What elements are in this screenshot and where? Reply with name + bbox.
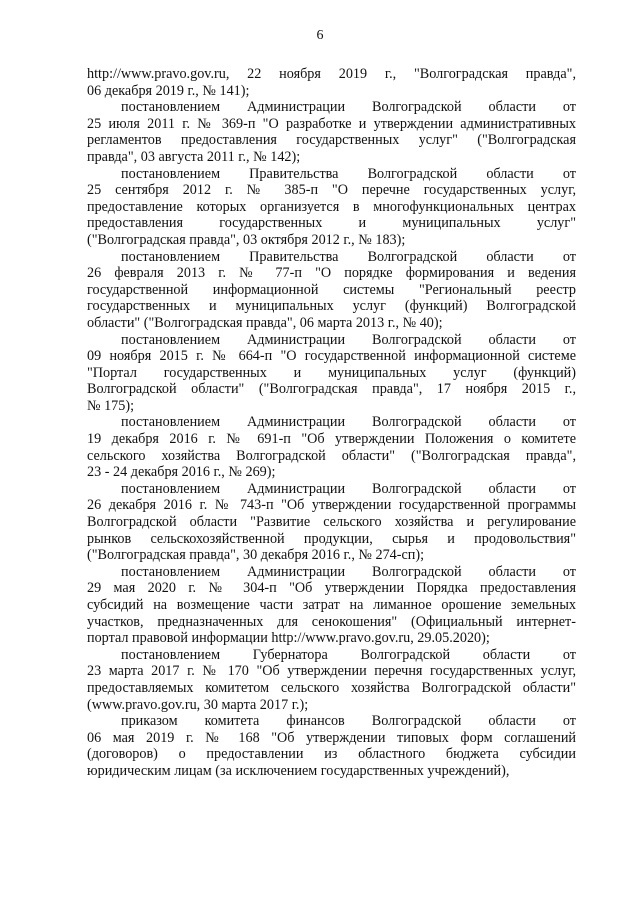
text-line: 23 - 24 декабря 2016 г., № 269); (87, 464, 276, 481)
text-line: (www.pravo.gov.ru, 30 марта 2017 г.); (87, 696, 309, 713)
text-line: № 175); (87, 397, 135, 414)
paragraph (87, 481, 576, 564)
text-line: "Портал государственных и муниципальных услуг (функций) (87, 364, 576, 381)
text-line: (договоров) о предоставлении из областного бюджета субсидии (87, 746, 576, 763)
text-line: постановлением Администрации Волгоградской области от (121, 99, 576, 116)
paragraph (87, 647, 576, 713)
text-line: Волгоградской области" ("Волгоградская правда", 17 ноября 2015 г., (87, 381, 576, 398)
text-line: государственной информационной системы "Региональный реестр (87, 281, 576, 298)
text-line: 23 марта 2017 г. № 170 "Об утверждении перечня государственных услуг, (87, 663, 576, 680)
paragraph (87, 99, 576, 165)
text-line: постановлением Администрации Волгоградской области от (121, 414, 576, 431)
paragraph (87, 713, 576, 779)
text-line: постановлением Администрации Волгоградской области от (121, 480, 576, 497)
text-line: субсидий на возмещение части затрат на лиманное орошение земельных (87, 597, 576, 613)
text-line: портал правовой информации http://www.pravo.gov.ru, 29.05.2020); (87, 630, 490, 647)
text-line: 06 декабря 2019 г., № 141); (87, 82, 250, 99)
paragraph (87, 564, 576, 647)
text-line: постановлением Правительства Волгоградской области от (121, 165, 576, 182)
text-line: 25 сентября 2012 г. № 385-п "О перечне государственных услуг, (87, 182, 576, 199)
paragraph (87, 332, 576, 415)
text-line: предоставляемых комитетом сельского хозяйства Волгоградской области" (87, 679, 576, 696)
text-line: 26 февраля 2013 г. № 77-п "О порядке формирования и ведения (87, 265, 576, 282)
text-line: юридическим лицам (за исключением государственных учреждений), (87, 762, 510, 779)
text-line: постановлением Губернатора Волгоградской области от (121, 646, 576, 663)
text-line: 09 ноября 2015 г. № 664-п "О государственной информационной системе (87, 348, 576, 365)
text-line: постановлением Правительства Волгоградской области от (121, 248, 576, 265)
text-line: 26 декабря 2016 г. № 743-п "Об утверждении государственной программы (87, 497, 576, 514)
paragraph (87, 66, 576, 99)
text-line: 29 мая 2020 г. № 304-п "Об утверждении Порядка предоставления (87, 580, 576, 597)
text-line: ("Волгоградская правда", 30 декабря 2016 г., № 274-сп); (87, 547, 425, 564)
text-line: правда", 03 августа 2011 г., № 142); (87, 148, 301, 165)
text-line: 25 июля 2011 г. № 369-п "О разработке и утверждении административных (87, 115, 576, 132)
text-line: 06 мая 2019 г. № 168 "Об утверждении типовых форм соглашений (87, 729, 576, 746)
paragraph (87, 249, 576, 332)
text-line: Волгоградской области "Развитие сельского хозяйства и регулирование (87, 514, 576, 531)
text-line: рынков сельскохозяйственной продукции, сырья и продовольствия" (87, 530, 576, 547)
text-line: области" ("Волгоградская правда", 06 марта 2013 г., № 40); (87, 314, 443, 331)
page-number: 6 (316, 28, 324, 43)
text-line: сельского хозяйства Волгоградской области" ("Волгоградская правда", (87, 447, 576, 464)
text-line: предоставления государственных и муниципальных услуг" (87, 215, 576, 232)
text-line: 19 декабря 2016 г. № 691-п "Об утверждении Положения о комитете (87, 431, 576, 448)
text-line: участков, предназначенных для сенокошения" (Официальный интернет- (87, 613, 576, 630)
paragraph (87, 166, 576, 249)
text-line: постановлением Администрации Волгоградской области от (121, 331, 576, 348)
text-line: государственных и муниципальных услуг (функций) Волгоградской (87, 298, 576, 315)
text-line: http://www.pravo.gov.ru, 22 ноября 2019 г., "Волгоградская правда", (87, 66, 576, 82)
document-body (87, 66, 576, 780)
text-line: регламентов предоставления государственных услуг" ("Волгоградская (87, 132, 576, 149)
text-line: приказом комитета финансов Волгоградской области от (121, 713, 576, 730)
paragraph (87, 414, 576, 480)
text-line: ("Волгоградская правда", 03 октября 2012 г., № 183); (87, 231, 406, 248)
text-line: постановлением Администрации Волгоградской области от (121, 563, 576, 580)
text-line: предоставление которых организуется в многофункциональных центрах (87, 198, 576, 215)
